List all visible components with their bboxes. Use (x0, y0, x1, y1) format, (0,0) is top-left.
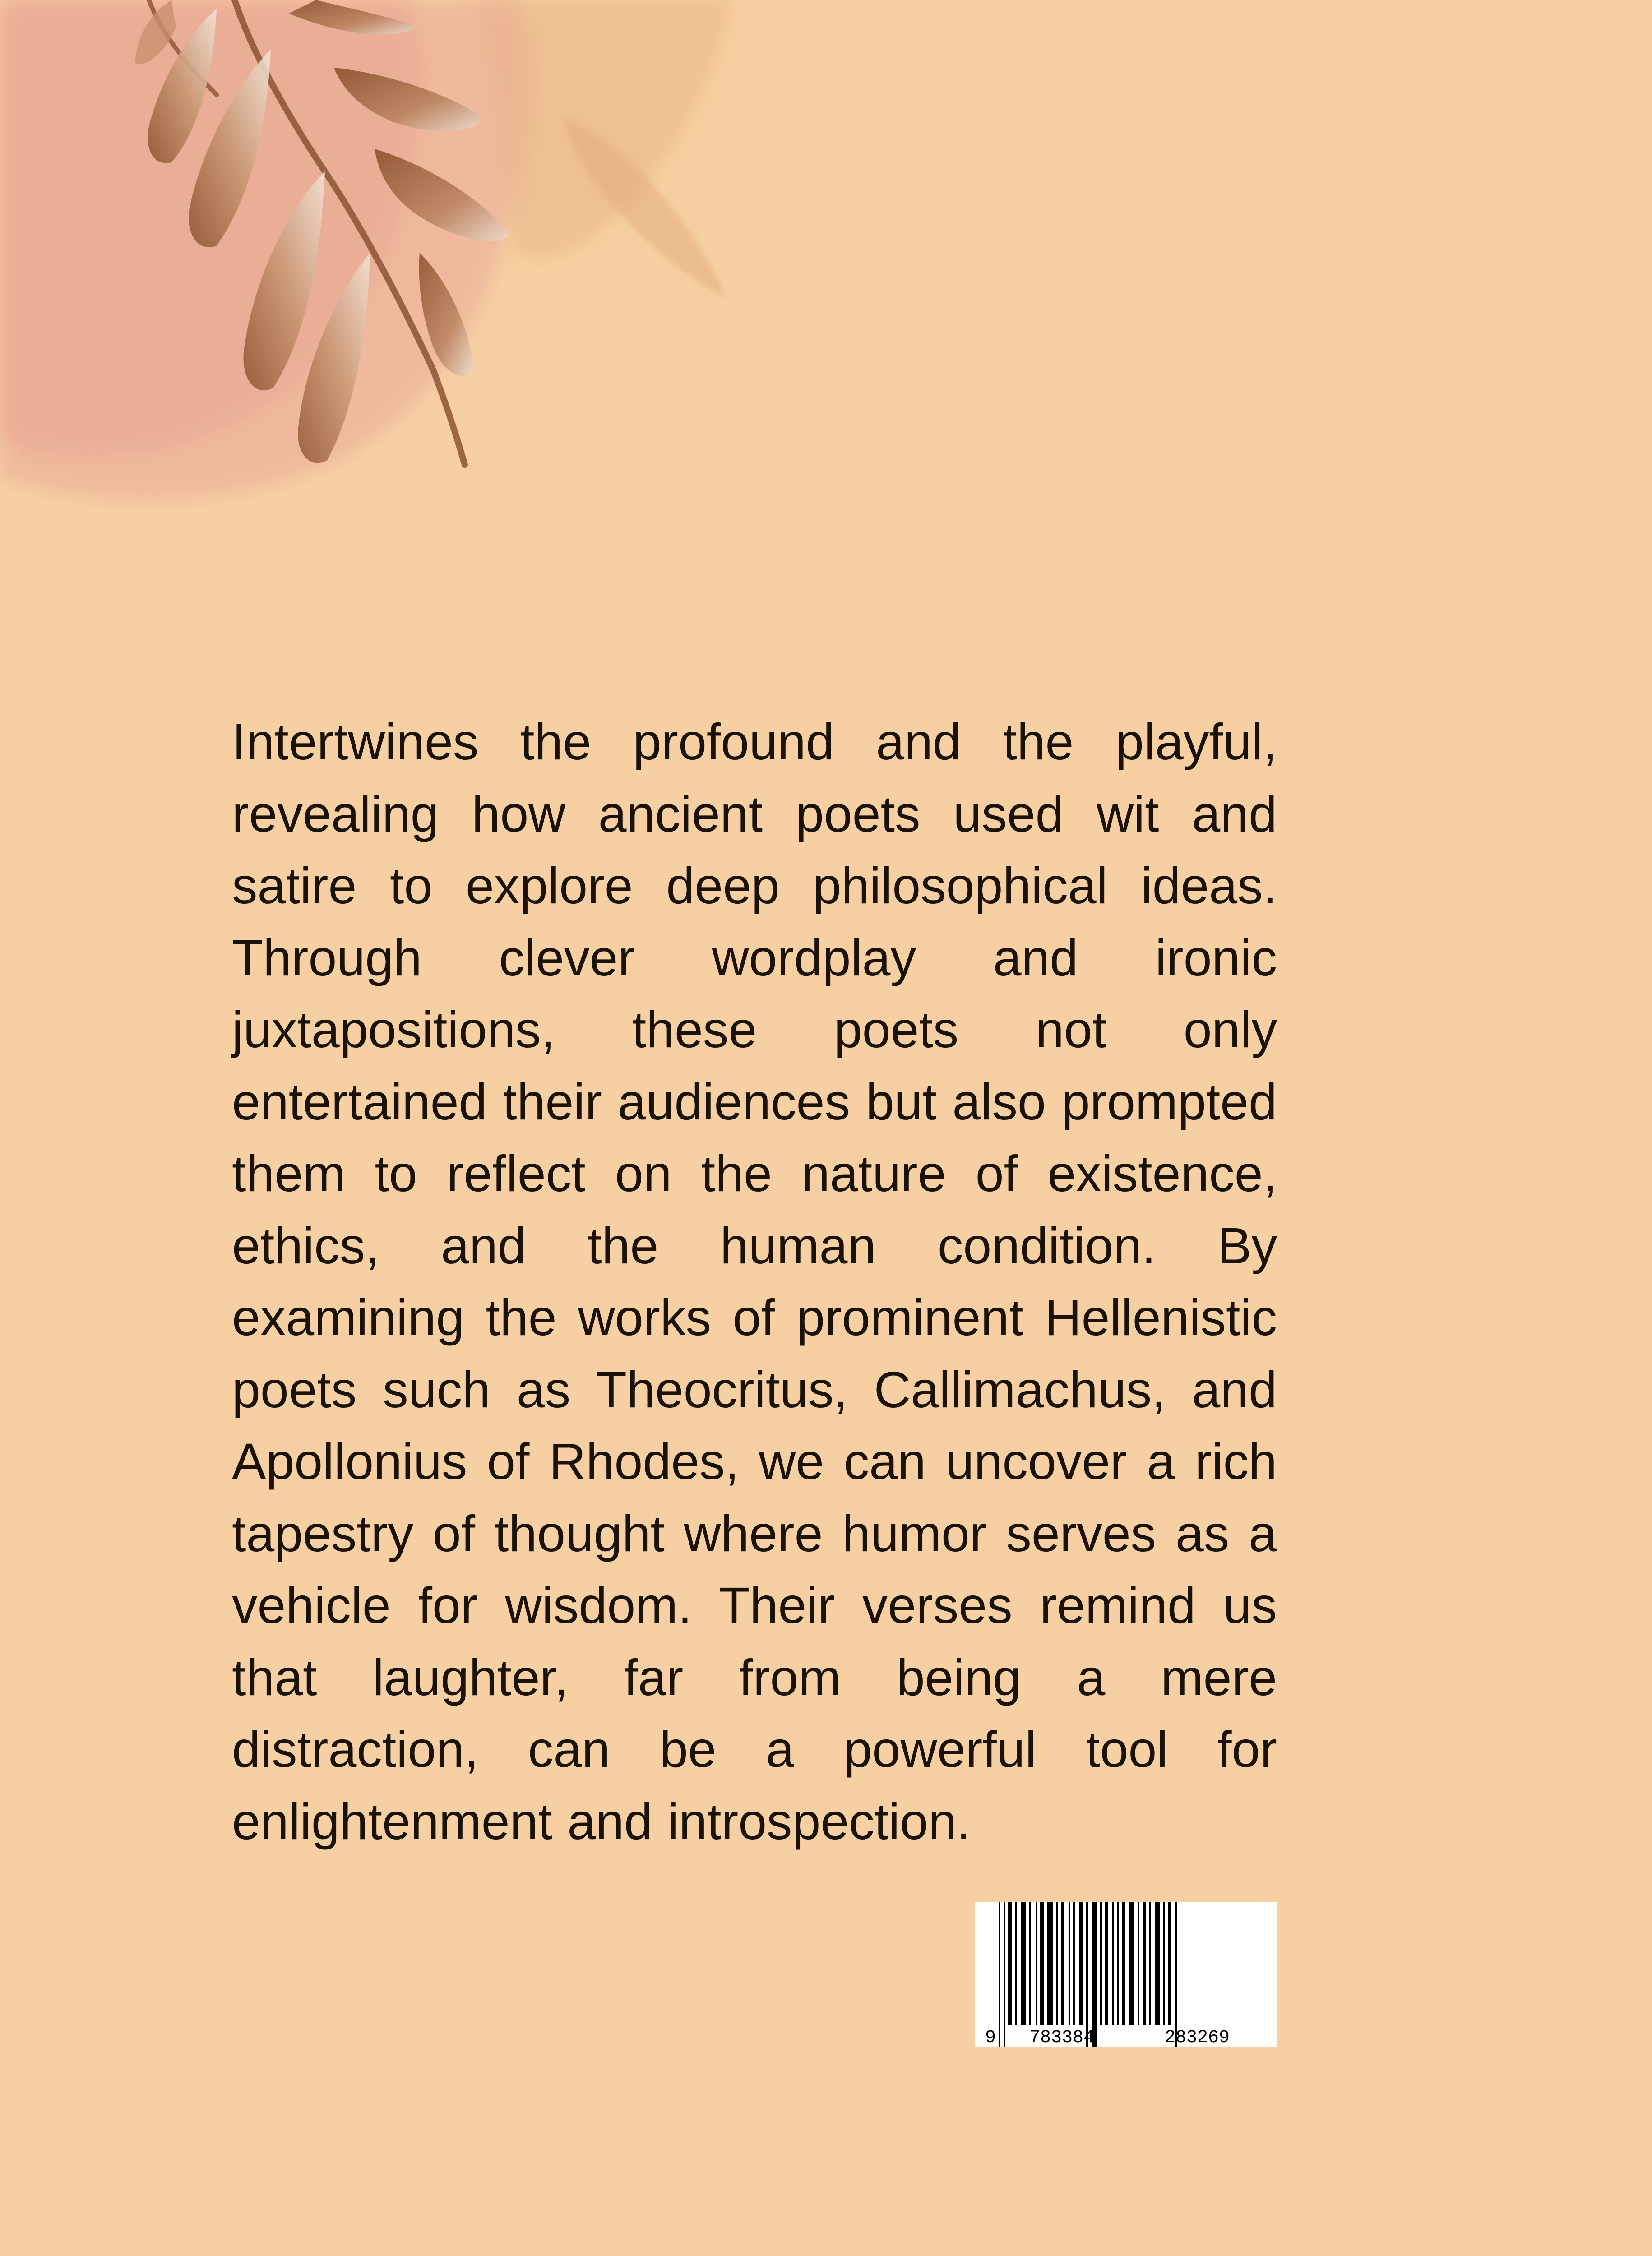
barcode-bar (1040, 1902, 1044, 2025)
barcode-bar (1036, 1902, 1037, 2025)
barcode-bar (1100, 1902, 1102, 2025)
back-cover-blurb: Intertwines the profound and the playful, revealing how ancient poets used wit and satire to explore deep philosophical ideas. Through clever wordplay and ironic juxtapositions, these poets not only entertained their audiences but also prompted them to reflect on the nature of existence, ethics, and the human condition. By examining the works of prominent Hellenistic poets such as Theocritus, Callimachus, and Apollonius of Rhodes, we can uncover a rich tapestry of thought where humor serves as a vehicle for wisdom. Their verses remind us that laughter, far from being a mere distraction, can be a powerful tool for enlightenment and introspection. (232, 713, 1277, 1850)
barcode-bar (1073, 1902, 1075, 2025)
barcode-bar (1129, 1902, 1134, 2025)
barcode-bar (1122, 1902, 1125, 2025)
barcode-bar (1008, 1902, 1012, 2025)
barcode-digit-first: 9 (985, 2028, 996, 2047)
barcode-bar (1069, 1902, 1070, 2025)
barcode-bar (1004, 1902, 1005, 2047)
barcode-bar (1021, 1902, 1026, 2025)
barcode-bar (1175, 1902, 1177, 2047)
barcode-bar (1112, 1902, 1114, 2025)
barcode-bar (1105, 1902, 1108, 2025)
barcode-bar (1061, 1902, 1064, 2025)
watercolor-leaf-branch-icon (0, 0, 767, 541)
barcode-bar (1168, 1902, 1171, 2025)
barcode-digits-right: 283269 (1165, 2028, 1230, 2047)
barcode-bar (1056, 1902, 1058, 2025)
barcode-bar (1029, 1902, 1031, 2025)
isbn-barcode (975, 1902, 1277, 2047)
barcode-bar (1163, 1902, 1165, 2025)
barcode-bar (1155, 1902, 1160, 2025)
barcode-bar (1117, 1902, 1119, 2025)
barcode-bar (1092, 1902, 1097, 2047)
barcode-digits-left: 783384 (1029, 2028, 1095, 2047)
barcode-bar (1047, 1902, 1053, 2025)
barcode-bar (1015, 1902, 1017, 2025)
barcode-bar (1143, 1902, 1146, 2025)
barcode-bar (999, 1902, 1000, 2047)
barcode-bar (1138, 1902, 1139, 2025)
barcode-bar (1149, 1902, 1151, 2025)
barcode-bar (1079, 1902, 1083, 2025)
barcode-bar (1086, 1902, 1088, 2047)
